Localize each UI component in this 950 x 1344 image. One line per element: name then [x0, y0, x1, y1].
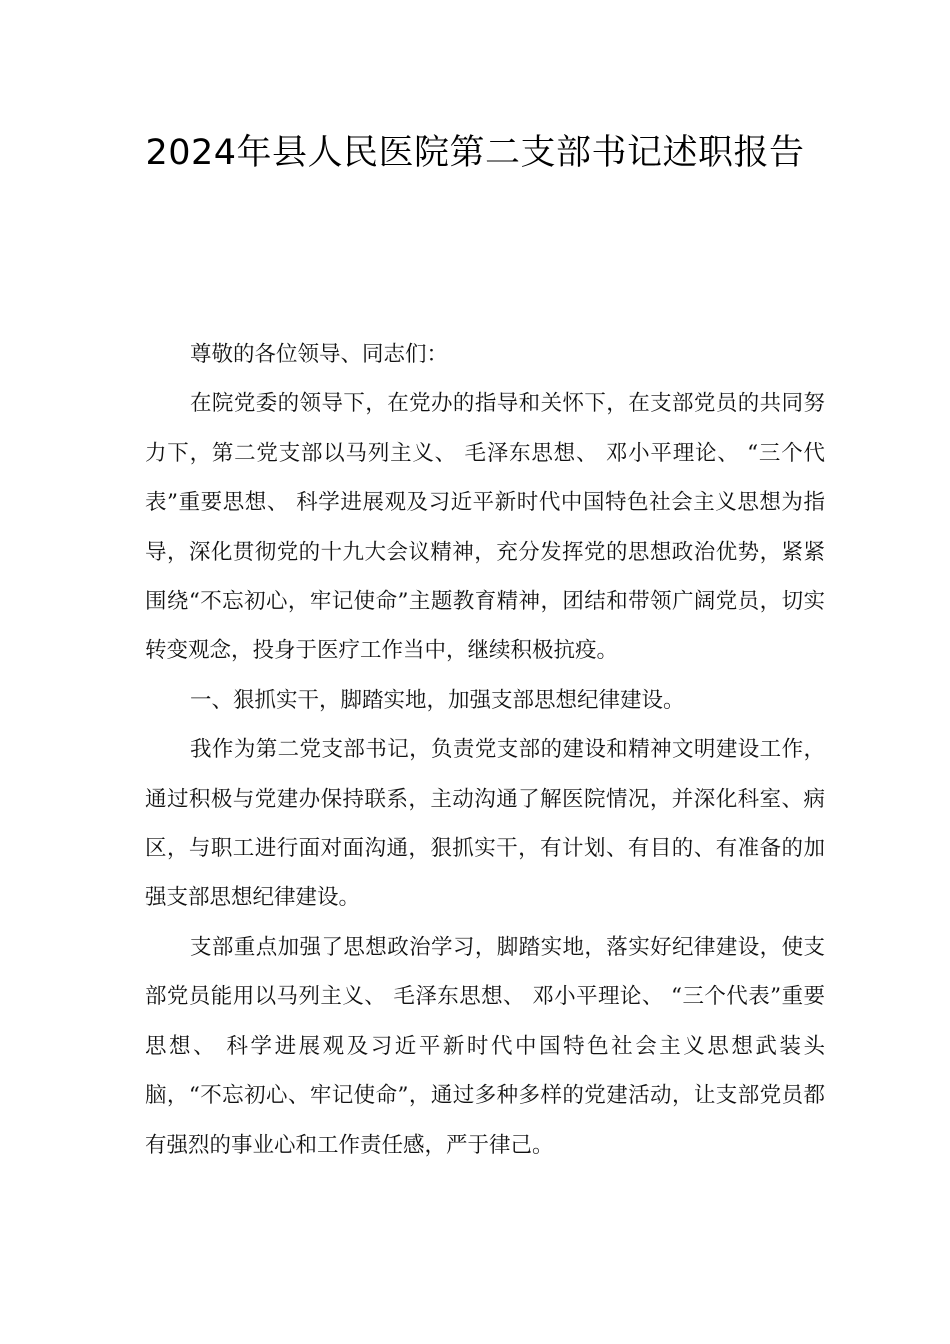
document-body [145, 330, 825, 1170]
paragraph-section-1-b: 支部重点加强了思想政治学习，脚踏实地，落实好纪律建设，使支部党员能用以马列主义、 毛泽东思想、 邓小平理论、 “三个代表”重要思想、 科学进展观及习近平新时代中国特色社会主义思想武装头脑，“不忘初心、牢记使命”，通过多种多样的党建活动，让支部党员都有强烈的事业心和工作责任感，严于律己。 [145, 934, 825, 1158]
section-heading-1: 一、狠抓实干，脚踏实地，加强支部思想纪律建设。 [190, 687, 685, 713]
salutation: 尊敬的各位领导、同志们： [190, 342, 449, 367]
paragraph-intro: 在院党委的领导下，在党办的指导和关怀下，在支部党员的共同努力下，第二党支部以马列主义、 毛泽东思想、 邓小平理论、 “三个代表”重要思想、 科学进展观及习近平新时代中国特色社会主义思想为指导，深化贯彻党的十九大会议精神，充分发挥党的思想政治优势，紧紧围绕“不忘初心，牢记使命”主题教育精神，团结和带领广阔党员，切实转变观念，投身于医疗工作当中，继续积极抗疫。 [145, 391, 825, 664]
paragraph-section-1-a: 我作为第二党支部书记，负责党支部的建设和精神文明建设工作，通过积极与党建办保持联系，主动沟通了解医院情况，并深化科室、病区，与职工进行面对面沟通，狠抓实干，有计划、有目的、有准备的加强支部思想纪律建设。 [145, 737, 825, 911]
document-title: 2024年县人民医院第二支部书记述职报告 [145, 133, 805, 173]
